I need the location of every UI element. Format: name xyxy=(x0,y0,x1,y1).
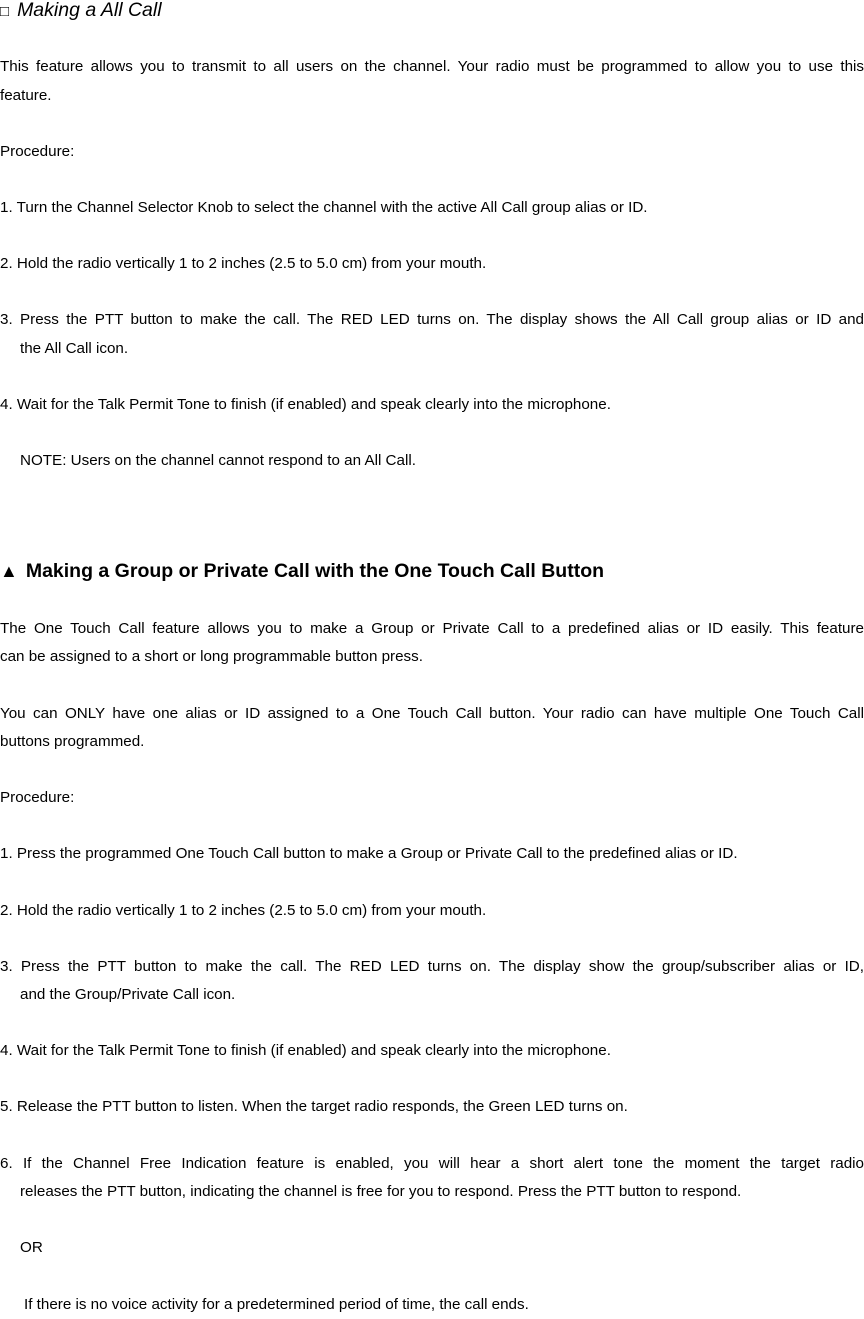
intro-line: The One Touch Call feature allows you to make a Group or Private Call to a predefined alias or ID easily. This feature xyxy=(0,620,864,637)
intro-line: You can ONLY have one alias or ID assigned to a One Touch Call button. Your radio can have multiple One Touch Call xyxy=(0,705,864,722)
procedure-step-continued: and the Group/Private Call icon. xyxy=(20,986,236,1003)
section-heading-all-call xyxy=(0,0,162,26)
intro-line: buttons programmed. xyxy=(0,733,145,750)
procedure-step: 3. Press the PTT button to make the call. The RED LED turns on. The display show the group/subscriber alias or ID, xyxy=(0,958,864,975)
intro-line: feature. xyxy=(0,87,52,104)
procedure-step: 5. Release the PTT button to listen. When the target radio responds, the Green LED turns on. xyxy=(0,1098,628,1115)
procedure-label: Procedure: xyxy=(0,143,75,160)
procedure-step: 4. Wait for the Talk Permit Tone to finish (if enabled) and speak clearly into the microphone. xyxy=(0,396,611,413)
procedure-step: 3. Press the PTT button to make the call. The RED LED turns on. The display shows the All Call group alias or ID and xyxy=(0,311,864,328)
procedure-step-continued: releases the PTT button, indicating the channel is free for you to respond. Press the PTT button to respond. xyxy=(20,1183,742,1200)
intro-line: This feature allows you to transmit to all users on the channel. Your radio must be programmed to allow you to use this xyxy=(0,58,864,75)
procedure-step: 1. Press the programmed One Touch Call button to make a Group or Private Call to the predefined alias or ID. xyxy=(0,845,738,862)
checkbox-bullet-icon: □ xyxy=(0,3,10,20)
procedure-step: 6. If the Channel Free Indication feature is enabled, you will hear a short alert tone the moment the target radio xyxy=(0,1155,864,1172)
final-note: If there is no voice activity for a predetermined period of time, the call ends. xyxy=(24,1296,529,1313)
procedure-step: 2. Hold the radio vertically 1 to 2 inches (2.5 to 5.0 cm) from your mouth. xyxy=(0,255,487,272)
procedure-step: 1. Turn the Channel Selector Knob to select the channel with the active All Call group alias or ID. xyxy=(0,199,648,216)
triangle-bullet-icon: ▲ xyxy=(0,561,18,581)
heading-text: Making a All Call xyxy=(17,0,162,21)
procedure-step: 4. Wait for the Talk Permit Tone to finish (if enabled) and speak clearly into the microphone. xyxy=(0,1042,611,1059)
heading-text: Making a Group or Private Call with the One Touch Call Button xyxy=(25,560,605,582)
section-heading-one-touch-call xyxy=(0,557,604,585)
intro-line: can be assigned to a short or long programmable button press. xyxy=(0,648,423,665)
procedure-step-continued: the All Call icon. xyxy=(20,340,129,357)
procedure-label: Procedure: xyxy=(0,789,75,806)
procedure-step: 2. Hold the radio vertically 1 to 2 inches (2.5 to 5.0 cm) from your mouth. xyxy=(0,902,487,919)
note: NOTE: Users on the channel cannot respond to an All Call. xyxy=(20,452,416,469)
or-label: OR xyxy=(20,1239,43,1256)
